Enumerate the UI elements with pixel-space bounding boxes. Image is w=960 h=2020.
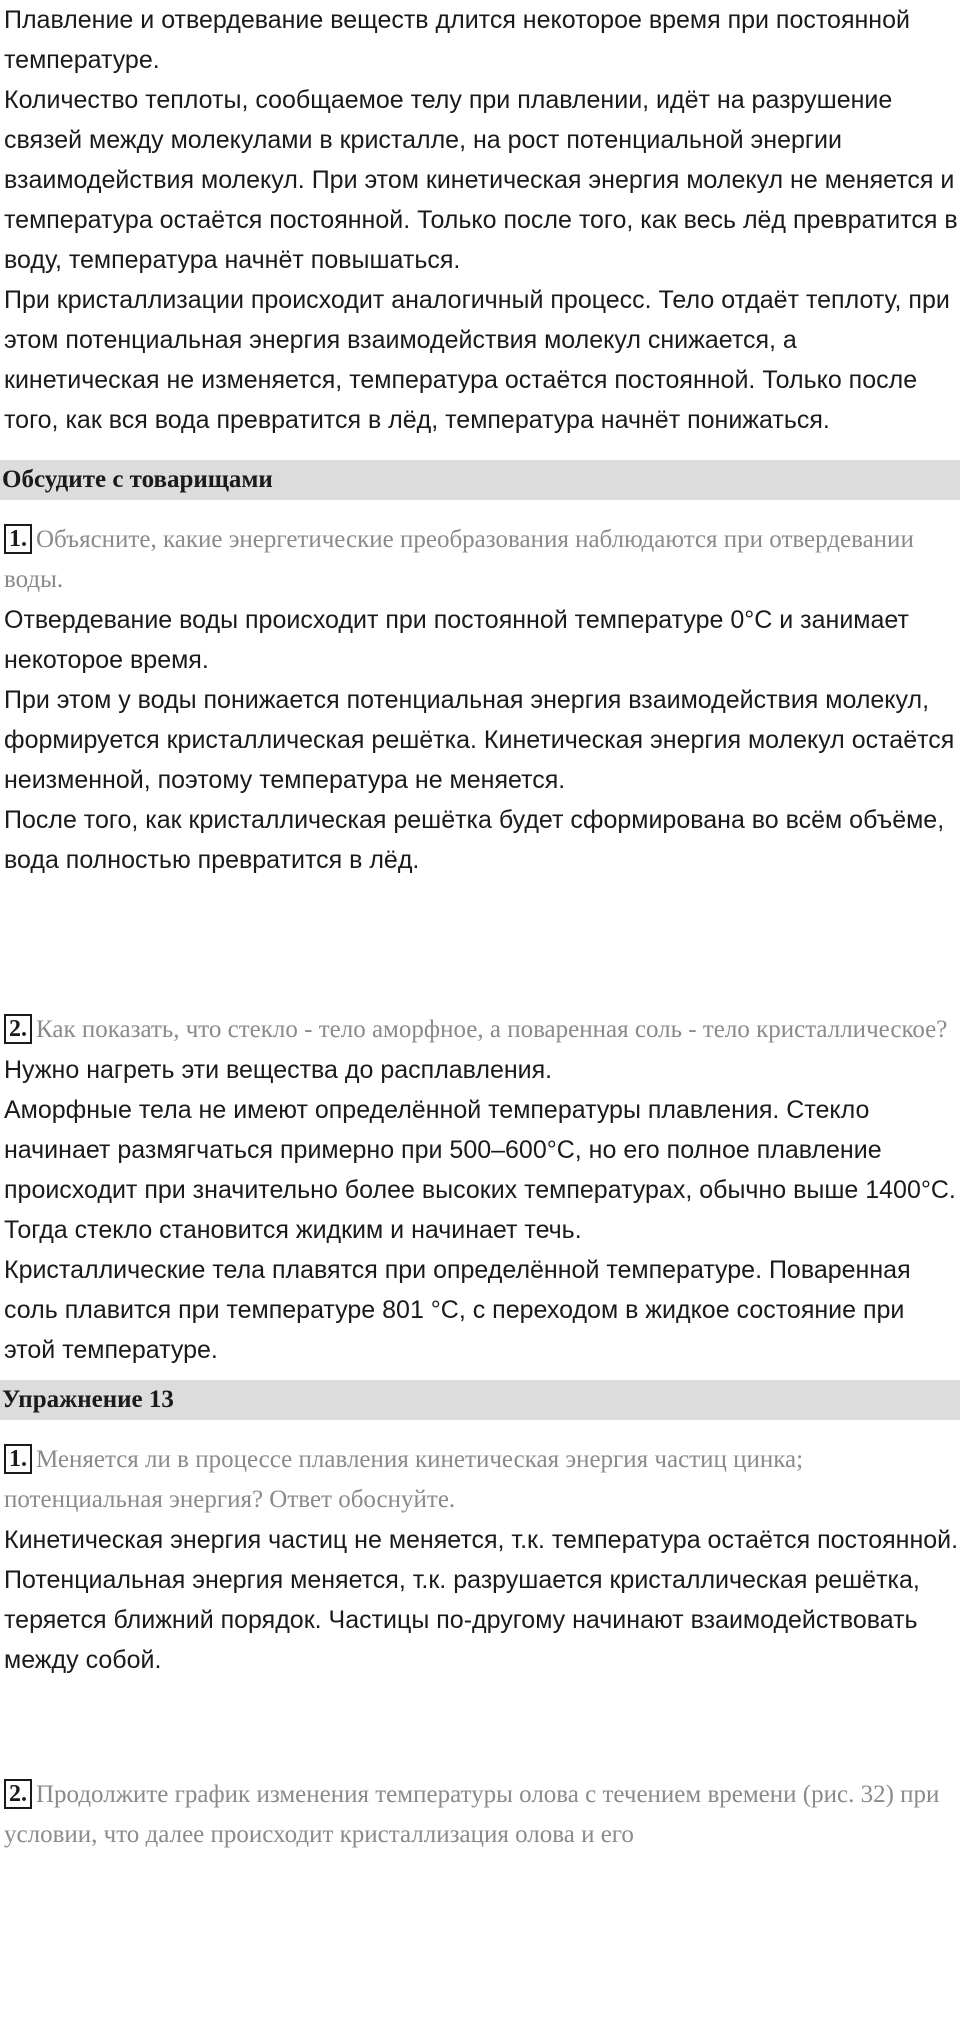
intro-paragraph-2: Количество теплоты, сообщаемое телу при плавлении, идёт на разрушение связей между молекулами в кристалле, на рост потенциальной энергии взаимодействия молекул. При этом кинетическая энергия молекул не меняется и температура остаётся постоянной. Только после того, как весь лёд превратится в воду, температура начнёт повышаться.	[4, 86, 958, 274]
exercise-question-1	[4, 1440, 959, 1520]
answer-paragraph: Кристаллические тела плавятся при определённой температуре. Поваренная соль плавится при температуре 801 °C, с переходом в жидкое состояние при этой температуре.	[4, 1256, 911, 1364]
exercise-question-2	[4, 1775, 959, 1855]
question-number: 1.	[4, 1444, 32, 1474]
answer-paragraph: Кинетическая энергия частиц не меняется, т.к. температура остаётся постоянной.	[4, 1526, 959, 1554]
question-2	[4, 1010, 959, 1050]
question-number: 1.	[4, 524, 32, 554]
answer-paragraph: Нужно нагреть эти вещества до расплавления.	[4, 1056, 553, 1084]
intro-paragraph-1: Плавление и отвердевание веществ длится некоторое время при постоянной температуре.	[4, 6, 910, 74]
section-heading-exercise: Упражнение 13	[0, 1380, 960, 1420]
section-heading-discuss: Обсудите с товарищами	[0, 460, 960, 500]
question-text: Меняется ли в процессе плавления кинетическая энергия частиц цинка; потенциальная энергия? Ответ обоснуйте.	[4, 1446, 804, 1513]
question-text: Продолжите график изменения температуры олова с течением времени (рис. 32) при условии, что далее происходит кристаллизация олова и его	[4, 1781, 940, 1848]
question-number: 2.	[4, 1779, 32, 1809]
answer-paragraph: Аморфные тела не имеют определённой температуры плавления. Стекло начинает размягчаться примерно при 500–600°C, но его полное плавление происходит при значительно более высоких температурах, обычно выше 1400°C. Тогда стекло становится жидким и начинает течь.	[4, 1096, 956, 1244]
answer-paragraph: После того, как кристаллическая решётка будет сформирована во всём объёме, вода полностью превратится в лёд.	[4, 806, 945, 874]
question-1	[4, 520, 959, 600]
answer-paragraph: Отвердевание воды происходит при постоянной температуре 0°С и занимает некоторое время.	[4, 606, 909, 674]
answer-paragraph: При этом у воды понижается потенциальная энергия взаимодействия молекул, формируется кристаллическая решётка. Кинетическая энергия молекул остаётся неизменной, поэтому температура не меняется.	[4, 686, 955, 794]
question-number: 2.	[4, 1014, 32, 1044]
answer-paragraph: Потенциальная энергия меняется, т.к. разрушается кристаллическая решётка, теряется ближний порядок. Частицы по-другому начинают взаимодействовать между собой.	[4, 1566, 920, 1674]
question-text: Объясните, какие энергетические преобразования наблюдаются при отвердевании воды.	[4, 526, 914, 593]
document-page	[4, 0, 959, 1855]
question-text: Как показать, что стекло - тело аморфное, а поваренная соль - тело кристаллическое?	[36, 1016, 948, 1043]
intro-paragraph-3: При кристаллизации происходит аналогичный процесс. Тело отдаёт теплоту, при этом потенциальная энергия взаимодействия молекул снижается, а кинетическая не изменяется, температура остаётся постоянной. Только после того, как вся вода превратится в лёд, температура начнёт понижаться.	[4, 286, 950, 434]
